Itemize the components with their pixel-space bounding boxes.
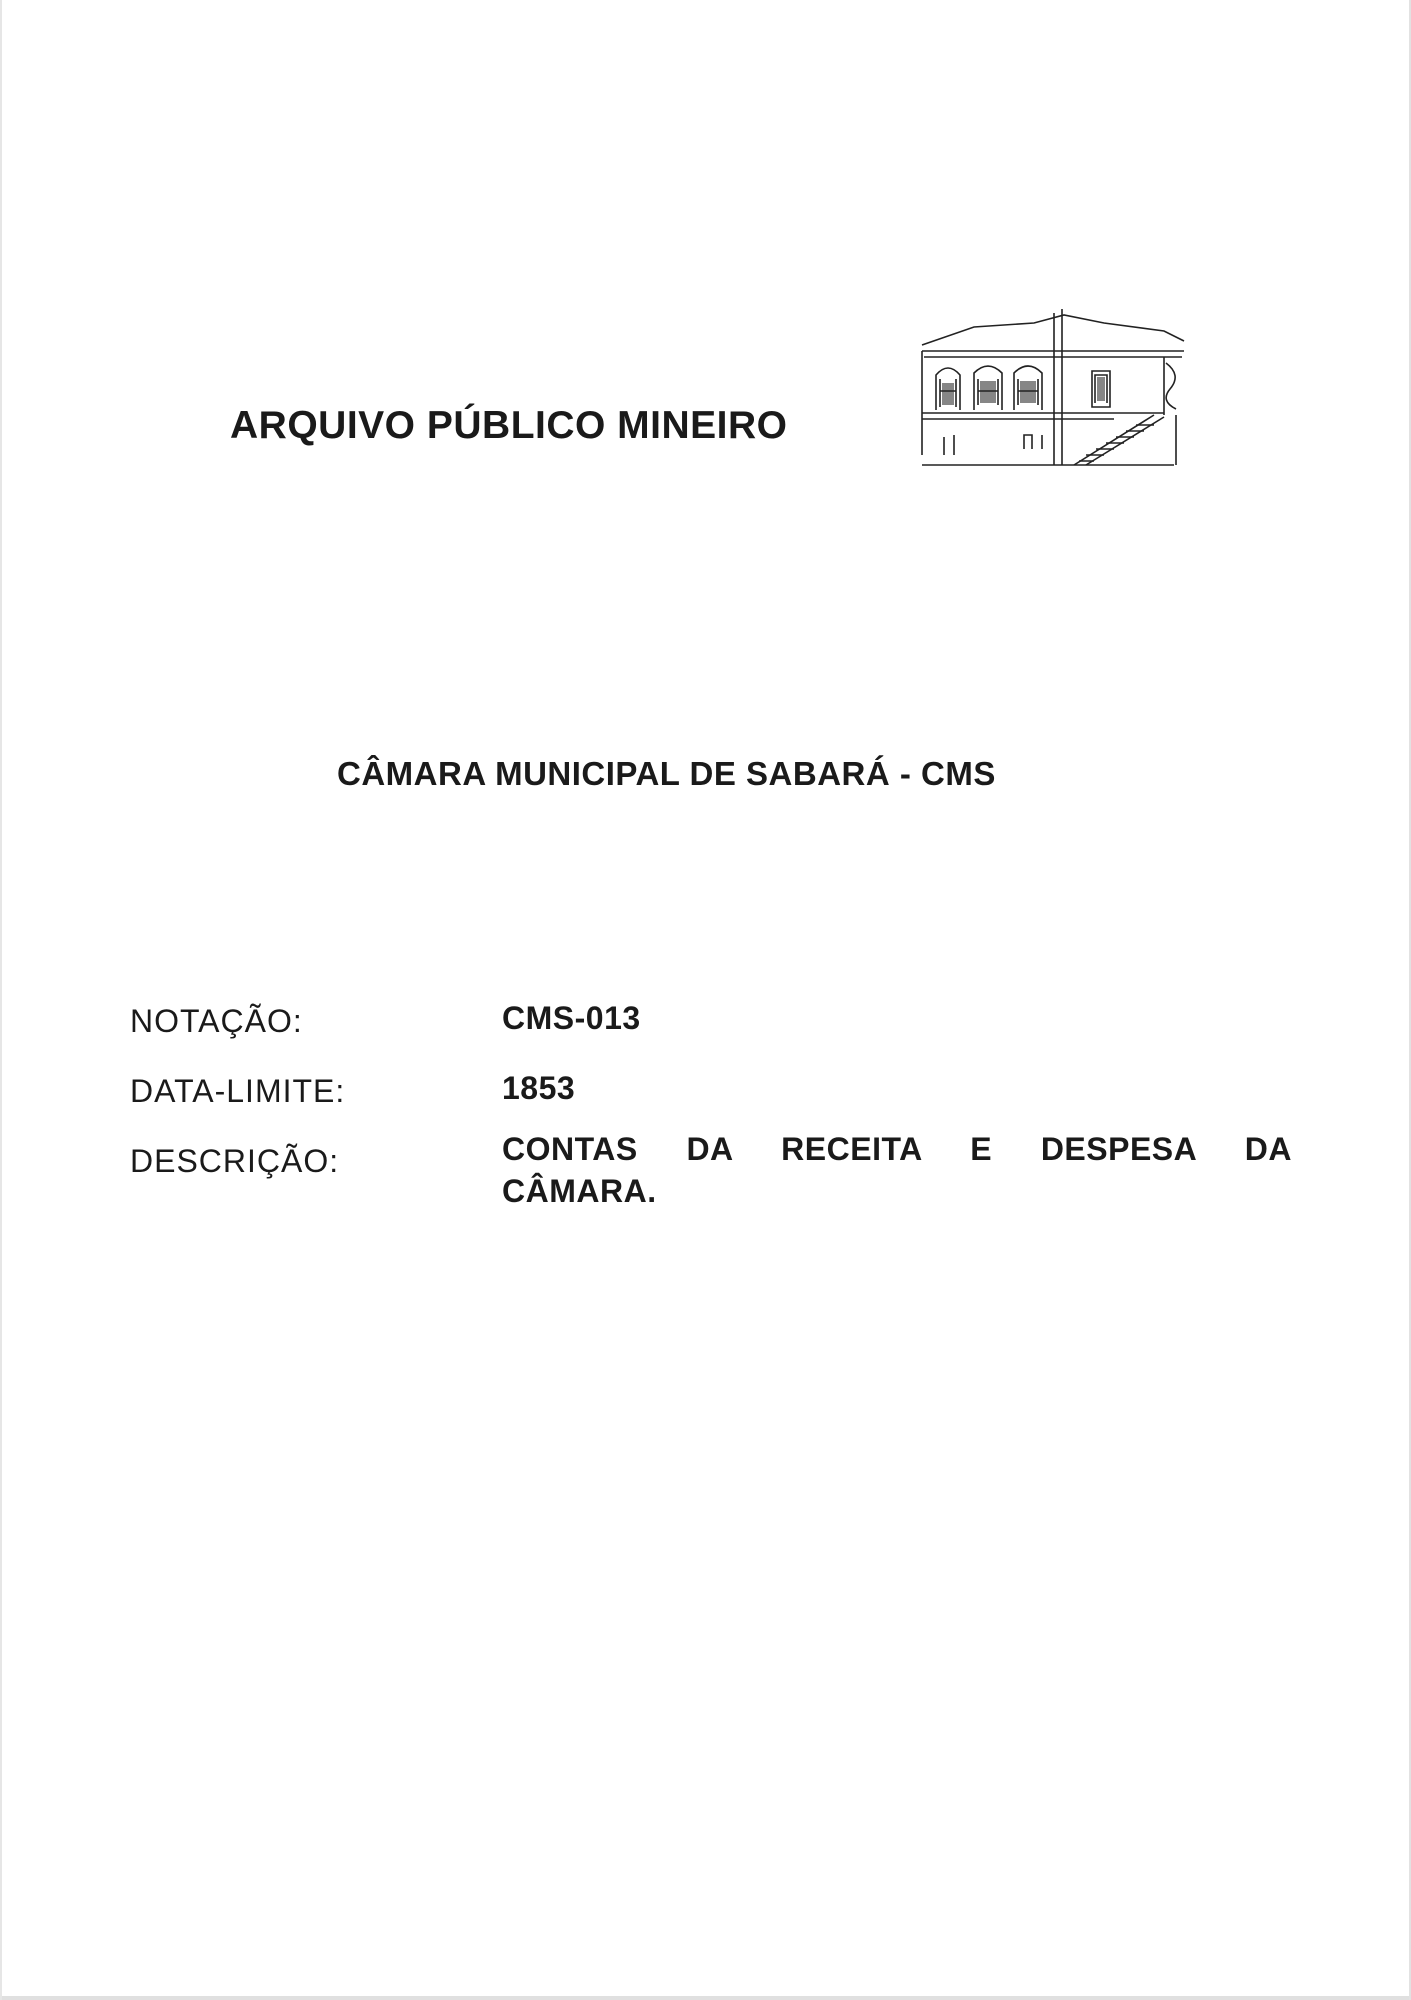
descricao-value: CONTAS DA RECEITA E DESPESA DA CÂMARA. — [502, 1131, 1292, 1209]
archive-title: ARQUIVO PÚBLICO MINEIRO — [230, 404, 788, 447]
data-limite-label: DATA-LIMITE: — [130, 1073, 346, 1109]
notacao-label: NOTAÇÃO: — [130, 1003, 303, 1039]
building-illustration-icon — [914, 305, 1194, 505]
data-limite-value: 1853 — [502, 1070, 576, 1106]
institution-subtitle: CÂMARA MUNICIPAL DE SABARÁ - CMS — [337, 755, 996, 792]
descricao-label: DESCRIÇÃO: — [130, 1143, 340, 1179]
notacao-value: CMS-013 — [502, 1000, 641, 1036]
page-bottom-edge — [2, 1996, 1409, 2000]
